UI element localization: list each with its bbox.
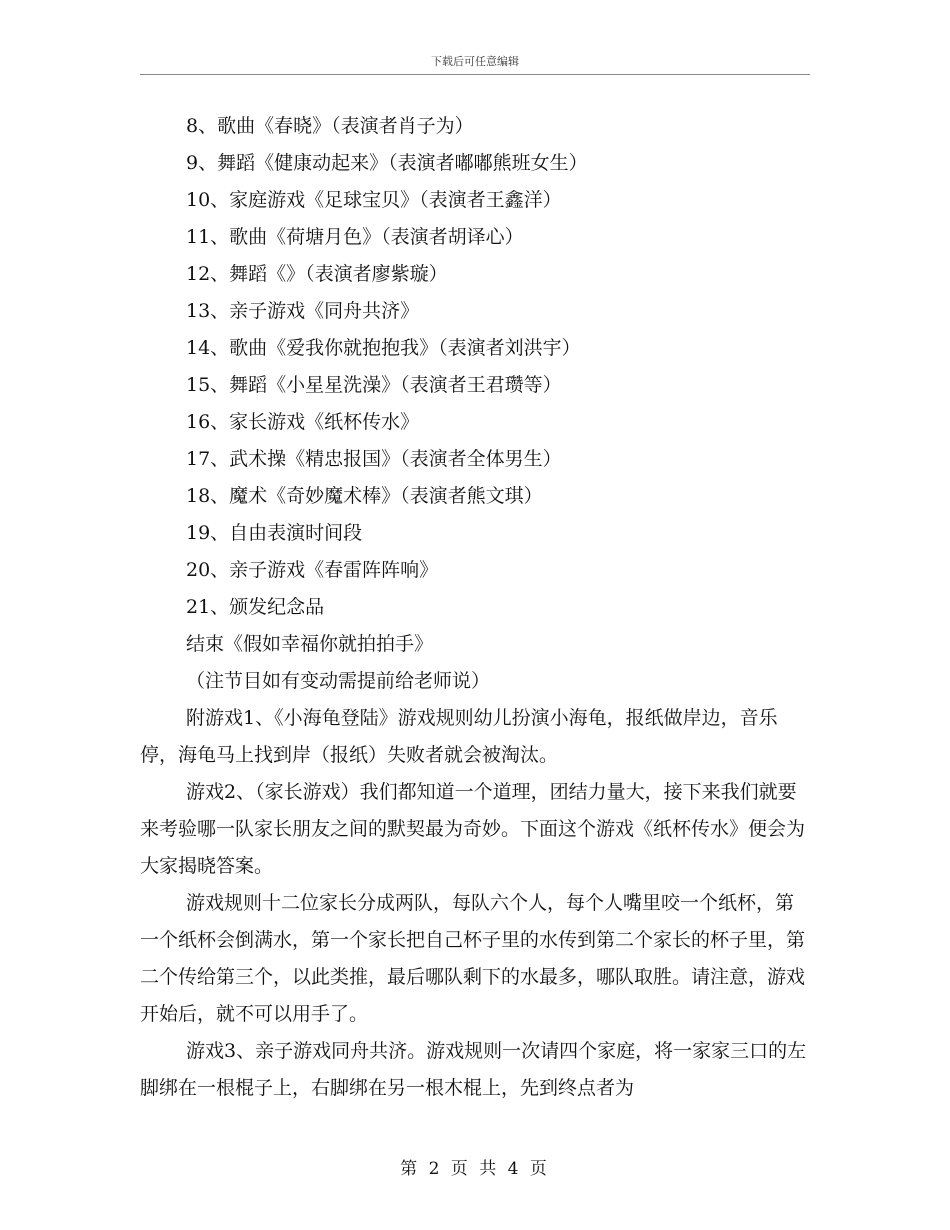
page-header: 下载后可任意编辑 (431, 55, 519, 68)
page-number: 第 2 页 共 4 页 (400, 1159, 550, 1179)
program-item: 10、家庭游戏《足球宝贝》（表演者王鑫洋） (186, 189, 562, 211)
program-item: 20、亲子游戏《春雷阵阵响》 (186, 559, 439, 581)
program-item: 14、歌曲《爱我你就抱抱我》（表演者刘洪宇） (186, 337, 581, 359)
program-item: 21、颁发纪念品 (186, 596, 325, 618)
program-item: 15、舞蹈《小星星洗澡》（表演者王君瓒等） (186, 374, 562, 396)
game-3-paragraph: 游戏3、亲子游戏同舟共济。游戏规则一次请四个家庭，将一家家三口的左脚绑在一根棍子上，右脚绑在另一根木棍上，先到终点者为 (140, 1040, 807, 1099)
program-item: 16、家长游戏《纸杯传水》 (186, 411, 420, 433)
header-divider (140, 74, 810, 75)
program-closing: 结束《假如幸福你就拍拍手》 (186, 633, 434, 655)
program-item: 17、武术操《精忠报国》（表演者全体男生） (186, 448, 562, 470)
program-note: （注节目如有变动需提前给老师说） (186, 670, 491, 692)
game-2-rules-paragraph: 游戏规则十二位家长分成两队，每队六个人，每个人嘴里咬一个纸杯，第一个纸杯会倒满水，第一个家长把自己杯子里的水传到第二个家长的杯子里，第二个传给第三个，以此类推，最后哪队剩下的水最多，哪队取胜。请注意，游戏开始后，就不可以用手了。 (140, 892, 806, 1025)
program-item: 12、舞蹈《》（表演者廖紫璇） (186, 263, 448, 285)
program-item: 11、歌曲《荷塘月色》（表演者胡译心） (186, 226, 524, 248)
game-1-paragraph: 附游戏1、《小海龟登陆》游戏规则幼儿扮演小海龟，报纸做岸边，音乐停，海龟马上找到岸（报纸）失败者就会被淘汰。 (140, 707, 778, 766)
document-body (140, 108, 830, 1107)
program-list (140, 108, 830, 700)
program-item: 8、歌曲《春晓》（表演者肖子为） (186, 115, 474, 137)
program-item: 19、自由表演时间段 (186, 522, 363, 544)
program-item: 18、魔术《奇妙魔术棒》（表演者熊文琪） (186, 485, 543, 507)
game-2-paragraph: 游戏2、（家长游戏）我们都知道一个道理，团结力量大，接下来我们就要来考验哪一队家长朋友之间的默契最为奇妙。下面这个游戏《纸杯传水》便会为大家揭晓答案。 (140, 781, 806, 877)
game-descriptions (140, 700, 830, 1107)
program-item: 9、舞蹈《健康动起来》（表演者嘟嘟熊班女生） (186, 152, 588, 174)
program-item: 13、亲子游戏《同舟共济》 (186, 300, 420, 322)
